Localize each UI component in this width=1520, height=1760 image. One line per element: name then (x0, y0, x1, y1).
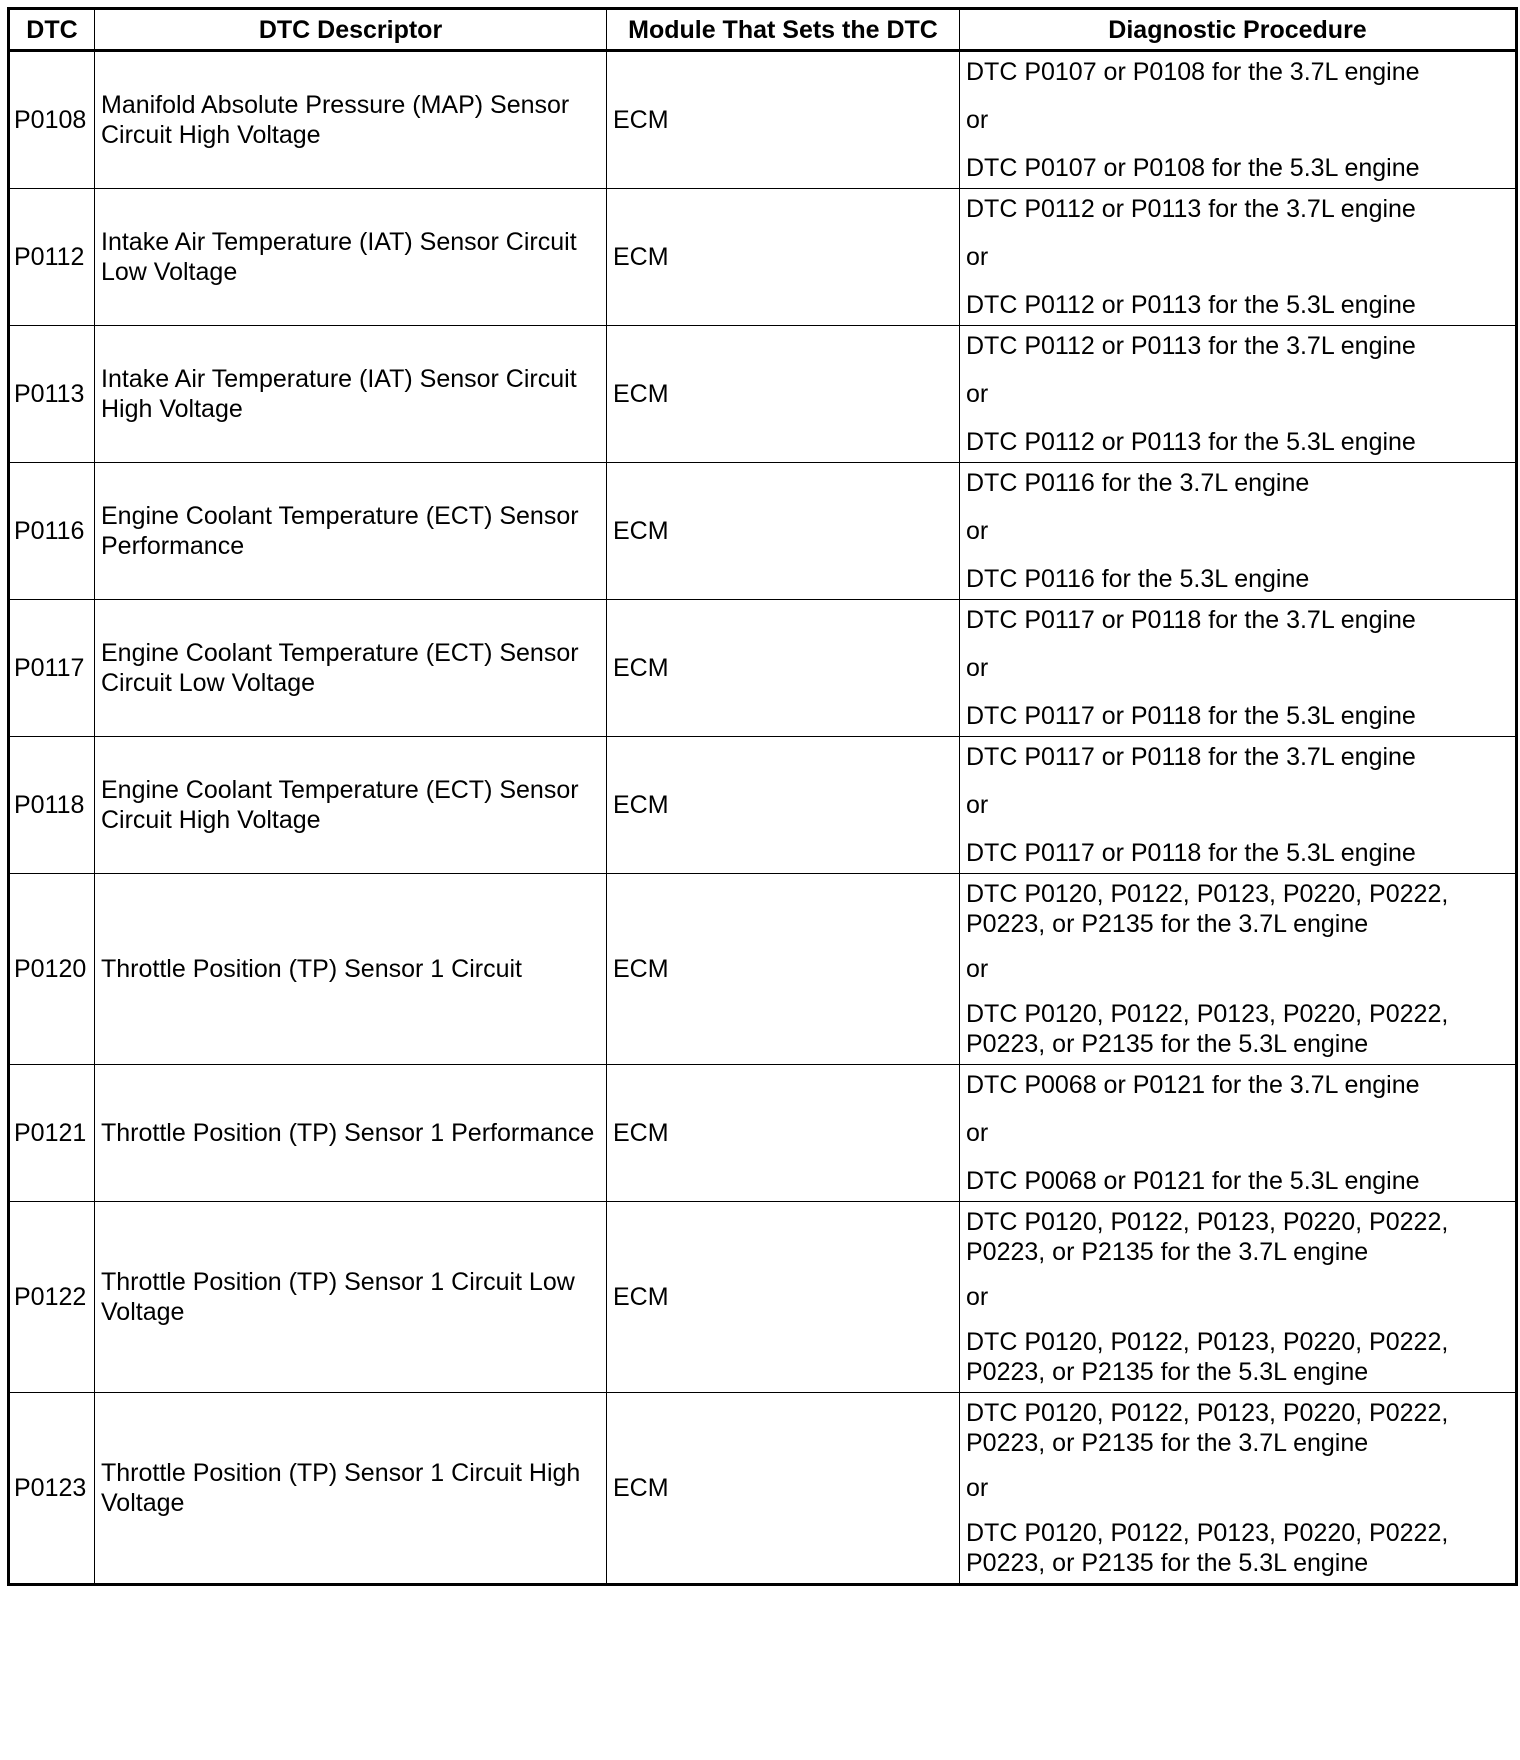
dtc-code: P0113 (9, 326, 95, 463)
dtc-code: P0112 (9, 189, 95, 326)
diagnostic-procedure (960, 600, 1517, 737)
dtc-descriptor: Engine Coolant Temperature (ECT) Sensor Performance (95, 463, 607, 600)
procedure-link[interactable]: DTC P0120, P0122, P0123, P0220, P0222, P0223, or P2135 for the 3.7L engine (966, 880, 1449, 938)
table-row (9, 874, 1517, 1065)
diagnostic-procedure (960, 463, 1517, 600)
diagnostic-procedure (960, 1202, 1517, 1393)
procedure-link[interactable]: DTC P0112 or P0113 for the 3.7L engine (966, 332, 1416, 360)
dtc-code: P0121 (9, 1065, 95, 1202)
module-name: ECM (607, 51, 960, 189)
table-body (9, 51, 1517, 1585)
dtc-descriptor: Manifold Absolute Pressure (MAP) Sensor Circuit High Voltage (95, 51, 607, 189)
procedure-link[interactable]: DTC P0117 or P0118 for the 3.7L engine (966, 743, 1416, 771)
dtc-code: P0116 (9, 463, 95, 600)
dtc-code: P0123 (9, 1393, 95, 1585)
dtc-descriptor: Intake Air Temperature (IAT) Sensor Circuit High Voltage (95, 326, 607, 463)
procedure-link[interactable]: DTC P0107 or P0108 for the 3.7L engine (966, 58, 1420, 86)
dtc-descriptor: Throttle Position (TP) Sensor 1 Circuit (95, 874, 607, 1065)
procedure-or: or (966, 243, 989, 271)
dtc-descriptor: Engine Coolant Temperature (ECT) Sensor Circuit High Voltage (95, 737, 607, 874)
diagnostic-procedure (960, 737, 1517, 874)
module-name: ECM (607, 463, 960, 600)
procedure-link[interactable]: DTC P0107 or P0108 for the 5.3L engine (966, 154, 1420, 182)
module-name: ECM (607, 1393, 960, 1585)
dtc-descriptor: Throttle Position (TP) Sensor 1 Performance (95, 1065, 607, 1202)
procedure-link[interactable]: DTC P0120, P0122, P0123, P0220, P0222, P0223, or P2135 for the 3.7L engine (966, 1399, 1449, 1457)
dtc-code: P0117 (9, 600, 95, 737)
procedure-link[interactable]: DTC P0120, P0122, P0123, P0220, P0222, P0223, or P2135 for the 5.3L engine (966, 1000, 1449, 1058)
table-row (9, 600, 1517, 737)
procedure-or: or (966, 654, 989, 682)
table-row (9, 1065, 1517, 1202)
table-row (9, 189, 1517, 326)
header-row (9, 9, 1517, 51)
procedure-or: or (966, 517, 989, 545)
table-row (9, 463, 1517, 600)
module-name: ECM (607, 1065, 960, 1202)
diagnostic-procedure (960, 874, 1517, 1065)
procedure-or: or (966, 955, 989, 983)
header-descriptor: DTC Descriptor (95, 9, 607, 51)
dtc-table (7, 7, 1518, 1586)
module-name: ECM (607, 189, 960, 326)
dtc-code: P0118 (9, 737, 95, 874)
module-name: ECM (607, 326, 960, 463)
dtc-descriptor: Intake Air Temperature (IAT) Sensor Circuit Low Voltage (95, 189, 607, 326)
procedure-or: or (966, 791, 989, 819)
diagnostic-procedure (960, 51, 1517, 189)
procedure-link[interactable]: DTC P0116 for the 5.3L engine (966, 565, 1310, 593)
module-name: ECM (607, 600, 960, 737)
dtc-descriptor: Throttle Position (TP) Sensor 1 Circuit High Voltage (95, 1393, 607, 1585)
procedure-link[interactable]: DTC P0068 or P0121 for the 3.7L engine (966, 1071, 1420, 1099)
procedure-or: or (966, 1474, 989, 1502)
module-name: ECM (607, 1202, 960, 1393)
module-name: ECM (607, 874, 960, 1065)
table-row (9, 326, 1517, 463)
procedure-link[interactable]: DTC P0116 for the 3.7L engine (966, 469, 1310, 497)
procedure-or: or (966, 1119, 989, 1147)
dtc-code: P0108 (9, 51, 95, 189)
dtc-code: P0122 (9, 1202, 95, 1393)
header-procedure: Diagnostic Procedure (960, 9, 1517, 51)
module-name: ECM (607, 737, 960, 874)
header-module: Module That Sets the DTC (607, 9, 960, 51)
procedure-link[interactable]: DTC P0120, P0122, P0123, P0220, P0222, P0223, or P2135 for the 5.3L engine (966, 1328, 1449, 1386)
procedure-link[interactable]: DTC P0120, P0122, P0123, P0220, P0222, P0223, or P2135 for the 5.3L engine (966, 1519, 1449, 1577)
procedure-link[interactable]: DTC P0117 or P0118 for the 5.3L engine (966, 839, 1416, 867)
procedure-or: or (966, 106, 989, 134)
table-row (9, 1393, 1517, 1585)
procedure-link[interactable]: DTC P0112 or P0113 for the 5.3L engine (966, 428, 1416, 456)
table-row (9, 1202, 1517, 1393)
diagnostic-procedure (960, 189, 1517, 326)
dtc-code: P0120 (9, 874, 95, 1065)
procedure-or: or (966, 1283, 989, 1311)
diagnostic-procedure (960, 1065, 1517, 1202)
table-row (9, 737, 1517, 874)
diagnostic-procedure (960, 326, 1517, 463)
procedure-link[interactable]: DTC P0112 or P0113 for the 5.3L engine (966, 291, 1416, 319)
procedure-link[interactable]: DTC P0112 or P0113 for the 3.7L engine (966, 195, 1416, 223)
header-dtc: DTC (9, 9, 95, 51)
table-row (9, 51, 1517, 189)
procedure-link[interactable]: DTC P0117 or P0118 for the 3.7L engine (966, 606, 1416, 634)
dtc-descriptor: Engine Coolant Temperature (ECT) Sensor Circuit Low Voltage (95, 600, 607, 737)
procedure-link[interactable]: DTC P0068 or P0121 for the 5.3L engine (966, 1167, 1420, 1195)
procedure-link[interactable]: DTC P0117 or P0118 for the 5.3L engine (966, 702, 1416, 730)
procedure-link[interactable]: DTC P0120, P0122, P0123, P0220, P0222, P0223, or P2135 for the 3.7L engine (966, 1208, 1449, 1266)
diagnostic-procedure (960, 1393, 1517, 1585)
procedure-or: or (966, 380, 989, 408)
dtc-descriptor: Throttle Position (TP) Sensor 1 Circuit Low Voltage (95, 1202, 607, 1393)
